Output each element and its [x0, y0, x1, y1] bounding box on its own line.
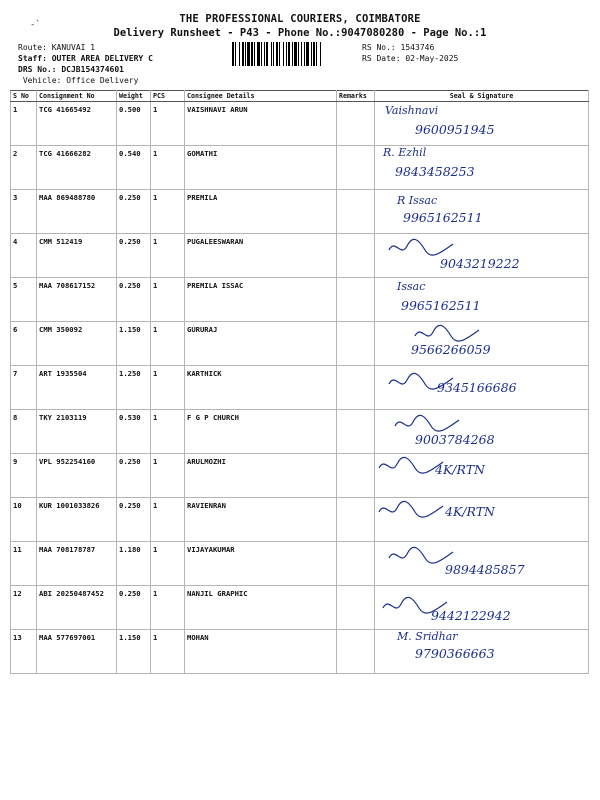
cell-weight: 1.180 [117, 542, 151, 586]
drs-label: DRS No.: [18, 65, 57, 74]
cell-consignment: TCG 41666282 [37, 146, 117, 190]
barcode-bar [294, 42, 297, 66]
signature-scribble [387, 236, 457, 258]
handwritten-phone: 9965162511 [403, 210, 483, 225]
cell-consignee: PREMILA ISSAC [185, 278, 337, 322]
cell-signature [375, 102, 589, 146]
barcode-bar [261, 42, 262, 66]
table-row [11, 630, 589, 674]
vehicle-label: Vehicle: [22, 76, 62, 85]
col-remarks: Remarks [337, 91, 375, 102]
cell-weight: 0.250 [117, 498, 151, 542]
table-header-row [11, 91, 589, 102]
cell-weight: 0.500 [117, 102, 151, 146]
barcode-bar [242, 42, 244, 66]
barcode-bar [279, 42, 280, 66]
cell-remarks [337, 278, 375, 322]
cell-consignment: VPL 952254160 [37, 454, 117, 498]
barcode-bar [283, 42, 284, 66]
cell-consignment: MAA 869488780 [37, 190, 117, 234]
cell-signature [375, 322, 589, 366]
barcode-bar [264, 42, 265, 66]
rs-date-value: 02-May-2025 [405, 54, 459, 63]
cell-remarks [337, 586, 375, 630]
cell-weight: 0.250 [117, 190, 151, 234]
cell-consignment: TCG 41665492 [37, 102, 117, 146]
cell-consignment: KUR 1001033826 [37, 498, 117, 542]
barcode-bar [311, 42, 312, 66]
table-row [11, 102, 589, 146]
barcode-bar [304, 42, 305, 66]
barcode-bar [247, 42, 250, 66]
table-row [11, 586, 589, 630]
cell-sno: 3 [11, 190, 37, 234]
drs-value: DCJB154374601 [61, 65, 124, 74]
col-consignment: Consignment No [37, 91, 117, 102]
route-label: Route: [18, 43, 47, 52]
cell-weight: 0.250 [117, 454, 151, 498]
cell-signature [375, 366, 589, 410]
cell-consignee: NANJIL GRAPHIC [185, 586, 337, 630]
handwritten-name: M. Sridhar [397, 630, 458, 643]
cell-weight: 1.250 [117, 366, 151, 410]
cell-sno: 8 [11, 410, 37, 454]
cell-consignee: GURURAJ [185, 322, 337, 366]
handwritten-phone: 9003784268 [415, 432, 495, 447]
cell-remarks [337, 366, 375, 410]
rs-info [362, 42, 458, 64]
cell-consignment: MAA 708178787 [37, 542, 117, 586]
signature-scribble [413, 322, 483, 344]
cell-pcs: 1 [151, 542, 185, 586]
table-row [11, 498, 589, 542]
table-row [11, 410, 589, 454]
cell-remarks [337, 542, 375, 586]
handwritten-phone: 4K/RTN [445, 504, 495, 519]
barcode-bar [232, 42, 234, 66]
barcode-bar [292, 42, 293, 66]
handwritten-name: R Issac [397, 194, 438, 207]
delivery-table [10, 90, 589, 674]
cell-signature [375, 190, 589, 234]
cell-pcs: 1 [151, 410, 185, 454]
corner-mark: -̀ [30, 20, 36, 30]
cell-consignee: RAVIENRAN [185, 498, 337, 542]
handwritten-phone: 9345166686 [437, 380, 517, 395]
table-row [11, 366, 589, 410]
cell-consignment: MAA 577697001 [37, 630, 117, 674]
cell-weight: 0.540 [117, 146, 151, 190]
barcode-bar [235, 42, 236, 66]
cell-sno: 7 [11, 366, 37, 410]
barcode-bar [245, 42, 246, 66]
cell-pcs: 1 [151, 278, 185, 322]
cell-pcs: 1 [151, 146, 185, 190]
handwritten-phone: 9566266059 [411, 342, 491, 357]
cell-signature [375, 278, 589, 322]
cell-consignee: PUGALEESWARAN [185, 234, 337, 278]
cell-consignee: KARTHICK [185, 366, 337, 410]
cell-remarks [337, 630, 375, 674]
signature-scribble [377, 498, 447, 520]
barcode-bar [320, 42, 321, 66]
signature-scribble [393, 412, 463, 434]
cell-sno: 5 [11, 278, 37, 322]
cell-signature [375, 146, 589, 190]
table-row [11, 146, 589, 190]
cell-sno: 13 [11, 630, 37, 674]
cell-sno: 2 [11, 146, 37, 190]
cell-remarks [337, 454, 375, 498]
cell-pcs: 1 [151, 586, 185, 630]
cell-remarks [337, 322, 375, 366]
table-row [11, 454, 589, 498]
cell-pcs: 1 [151, 322, 185, 366]
cell-sno: 10 [11, 498, 37, 542]
cell-consignee: GOMATHI [185, 146, 337, 190]
cell-remarks [337, 190, 375, 234]
handwritten-phone: 9894485857 [445, 562, 525, 577]
cell-consignee: ARULMOZHI [185, 454, 337, 498]
cell-sno: 11 [11, 542, 37, 586]
cell-pcs: 1 [151, 630, 185, 674]
barcode-bar [276, 42, 278, 66]
handwritten-phone: 9043219222 [440, 256, 520, 271]
table-row [11, 322, 589, 366]
cell-consignee: PREMILA [185, 190, 337, 234]
handwritten-name: Vaishnavi [385, 104, 439, 117]
cell-consignment: CMM 512419 [37, 234, 117, 278]
cell-pcs: 1 [151, 190, 185, 234]
handwritten-name: Issac [397, 280, 426, 293]
barcode-bar [239, 42, 240, 66]
route-value: KANUVAI 1 [51, 43, 96, 52]
col-pcs: PCS [151, 91, 185, 102]
cell-sno: 4 [11, 234, 37, 278]
handwritten-phone: 9442122942 [431, 608, 511, 623]
cell-pcs: 1 [151, 498, 185, 542]
cell-sno: 1 [11, 102, 37, 146]
cell-weight: 0.250 [117, 234, 151, 278]
barcode-bar [313, 42, 315, 66]
handwritten-name: R. Ezhil [383, 146, 427, 159]
table-row [11, 190, 589, 234]
col-sno: S No [11, 91, 37, 102]
cell-weight: 0.530 [117, 410, 151, 454]
cell-sno: 9 [11, 454, 37, 498]
cell-sno: 6 [11, 322, 37, 366]
cell-signature [375, 630, 589, 674]
barcode-bar [316, 42, 317, 66]
cell-consignment: TKY 2103119 [37, 410, 117, 454]
vehicle-value: Office Delivery [66, 76, 139, 85]
barcode-bar [298, 42, 299, 66]
barcode-bar [306, 42, 309, 66]
cell-weight: 1.150 [117, 322, 151, 366]
cell-consignee: F G P CHURCH [185, 410, 337, 454]
barcode-bar [254, 42, 255, 66]
col-consignee: Consignee Details [185, 91, 337, 102]
barcode-bar [257, 42, 260, 66]
cell-consignment: ABI 20250487452 [37, 586, 117, 630]
cell-remarks [337, 234, 375, 278]
cell-consignment: CMM 350092 [37, 322, 117, 366]
handwritten-phone: 9843458253 [395, 164, 475, 179]
cell-weight: 0.250 [117, 586, 151, 630]
cell-signature [375, 586, 589, 630]
staff-label: Staff: [18, 54, 47, 63]
barcode [232, 42, 358, 66]
cell-consignment: ART 1935504 [37, 366, 117, 410]
cell-pcs: 1 [151, 102, 185, 146]
handwritten-phone: 9600951945 [415, 122, 495, 137]
cell-consignee: VAISHNAVI ARUN [185, 102, 337, 146]
staff-value: OUTER AREA DELIVERY C [51, 54, 153, 63]
rs-date-label: RS Date: [362, 54, 401, 63]
cell-pcs: 1 [151, 366, 185, 410]
table-row [11, 542, 589, 586]
route-info [18, 42, 153, 86]
handwritten-phone: 9790366663 [415, 646, 495, 661]
cell-signature [375, 498, 589, 542]
cell-remarks [337, 498, 375, 542]
cell-signature [375, 454, 589, 498]
cell-weight: 0.250 [117, 278, 151, 322]
barcode-bar [271, 42, 272, 66]
cell-consignment: MAA 708617152 [37, 278, 117, 322]
company-title: THE PROFESSIONAL COURIERS, COIMBATORE [179, 13, 421, 25]
handwritten-phone: 4K/RTN [435, 462, 485, 477]
cell-signature [375, 542, 589, 586]
barcode-bar [301, 42, 302, 66]
col-seal-signature: Seal & Signature [375, 91, 589, 102]
cell-remarks [337, 146, 375, 190]
cell-consignee: MOHAN [185, 630, 337, 674]
cell-pcs: 1 [151, 454, 185, 498]
cell-signature [375, 234, 589, 278]
col-weight: Weight [117, 91, 151, 102]
cell-sno: 12 [11, 586, 37, 630]
cell-signature [375, 410, 589, 454]
barcode-bar [273, 42, 274, 66]
rs-no-value: 1543746 [400, 43, 435, 52]
cell-pcs: 1 [151, 234, 185, 278]
barcode-bar [266, 42, 268, 66]
runsheet-title: Delivery Runsheet - P43 - Phone No.:9047080280 - Page No.:1 [113, 27, 487, 39]
rs-no-label: RS No.: [362, 43, 396, 52]
cell-consignee: VIJAYAKUMAR [185, 542, 337, 586]
barcode-bar [286, 42, 287, 66]
handwritten-phone: 9965162511 [401, 298, 481, 313]
cell-remarks [337, 410, 375, 454]
barcode-bar [288, 42, 290, 66]
cell-weight: 1.150 [117, 630, 151, 674]
table-row [11, 234, 589, 278]
table-row [11, 278, 589, 322]
cell-remarks [337, 102, 375, 146]
barcode-bar [251, 42, 253, 66]
